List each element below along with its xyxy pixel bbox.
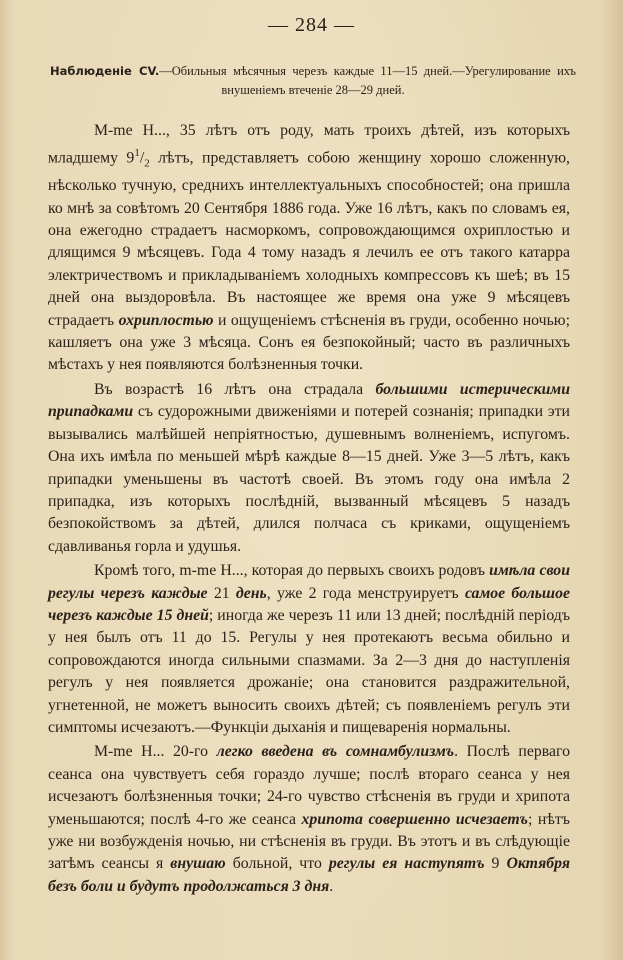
text-segment: 21 [207,584,236,602]
emphasized-text: хрипота совершенно исчезаетъ [301,810,528,828]
emphasized-text: внушаю [170,855,226,873]
paragraph [48,379,570,558]
paragraph [48,120,570,377]
text-segment: 1 [134,147,140,160]
text-segment: и ощущеніемъ стѣсненія въ груди, особенно ночью; кашляетъ она уже 3 мѣсяца. Сонъ ея безпокойный; часто въ различныхъ мѣстахъ у нея появляются болѣзненныя точки. [48,311,570,374]
observation-title: —Обильныя мѣсячныя черезъ каждые 11—15 дней.—Урегулирование ихъ внушеніемъ втеченіе 28—29 дней. [159,64,576,97]
text-segment: M-me H... 20-го [94,743,217,761]
text-segment: съ судорожными движеніями и потерей сознанія; припадки эти вызывались малѣйшей непріятностью, душевнымъ волненіемъ, испугомъ. Она ихъ имѣла по меньшей мѣрѣ каждые 8—15 дней. Уже 3—5 лѣтъ, какъ припадки уменьшены въ частотѣ своей. Въ этомъ году она имѣла 2 припадка, изъ которыхъ послѣдній, вызванный мѣсяцевъ 5 назадъ безпокойствомъ за дѣтей, длился полчаса съ криками, ощущеніемъ сдавливанья горла и удушья. [48,403,570,555]
text-segment: , уже 2 года менструируетъ [266,584,465,602]
text-segment: . [329,877,334,895]
text-segment: 2 [144,157,150,170]
text-segment: M-me H..., 35 лѣтъ отъ роду, мать троихъ дѣтей, изъ которыхъ младшему 9 [48,122,570,167]
text-segment: Въ возрастѣ 16 лѣтъ она страдала [94,380,376,398]
text-segment: лѣтъ, представляетъ собою женщину хорошо сложенную, нѣсколько тучную, среднихъ интеллектуальныхъ способностей; она пришла ко мнѣ за совѣтомъ 20 Сентября 1886 года. Уже 16 лѣтъ, какъ по словамъ ея, она ежегодно страдаетъ насморкомъ, сопровождающимся охриплостью и длящимся 9 мѣсяцевъ. Года 4 тому назадъ я лечилъ ее отъ такого катарра электричествомъ и прикладываніемъ холодныхъ компрессовъ къ шеѣ; въ 15 дней она выздоровѣла. Въ настоящее же время она уже 9 мѣсяцевъ страдаетъ [48,149,570,329]
text-segment: Кромѣ того, m-me H..., которая до первыхъ своихъ родовъ [94,562,490,580]
emphasized-text: охриплостью [118,311,214,329]
body-text [48,120,570,900]
observation-heading [50,62,576,100]
text-segment: . Послѣ перваго сеанса она чувствуетъ себя гораздо лучше; послѣ втораго сеанса у нея исчезаютъ болѣзненныя точки; 24-го чувство стѣсненія въ груди и хрипота уменьшаются; послѣ 4-го же сеанса [48,743,570,828]
emphasized-text: регулы ея наступятъ [328,855,485,873]
emphasized-text: большими истерическими припадками [48,380,570,421]
emphasized-text: имѣла свои регулы черезъ каждые [48,562,570,602]
paragraph [48,560,570,739]
text-segment: ; иногда же черезъ 11 или 13 дней; послѣдній періодъ у нея былъ отъ 11 до 15. Регулы у нея протекаютъ весьма обильно и сопровождаются иногда сильными спазмами. За 2—3 дня до наступленія регулъ у нея появляется дрожаніе; она становится раздражительной, угнетенной, не можетъ выносить своихъ дѣтей; съ появленіемъ регулъ эти симптомы исчезаютъ.—Функціи дыханія и пищеваренія нормальны. [48,606,570,736]
text-segment: / [139,149,145,167]
emphasized-text: легко введена въ сомнамбулизмъ [216,743,455,761]
observation-label: Наблюденіе CV. [50,64,160,78]
emphasized-text: Октября безъ боли и будутъ продолжаться 3 дня [48,855,571,895]
emphasized-text: день [235,584,267,602]
text-segment: ; нѣтъ уже ни возбужденія ночью, ни стѣсненія въ груди. Въ этотъ и въ слѣдующіе затѣмъ сеансы я [48,810,570,873]
emphasized-text: самое большое черезъ каждые 15 дней [48,584,571,624]
page-number: — 284 — [268,14,355,36]
text-segment: больной, что [225,855,329,873]
text-segment: 9 [484,855,507,873]
paragraph [48,741,570,898]
